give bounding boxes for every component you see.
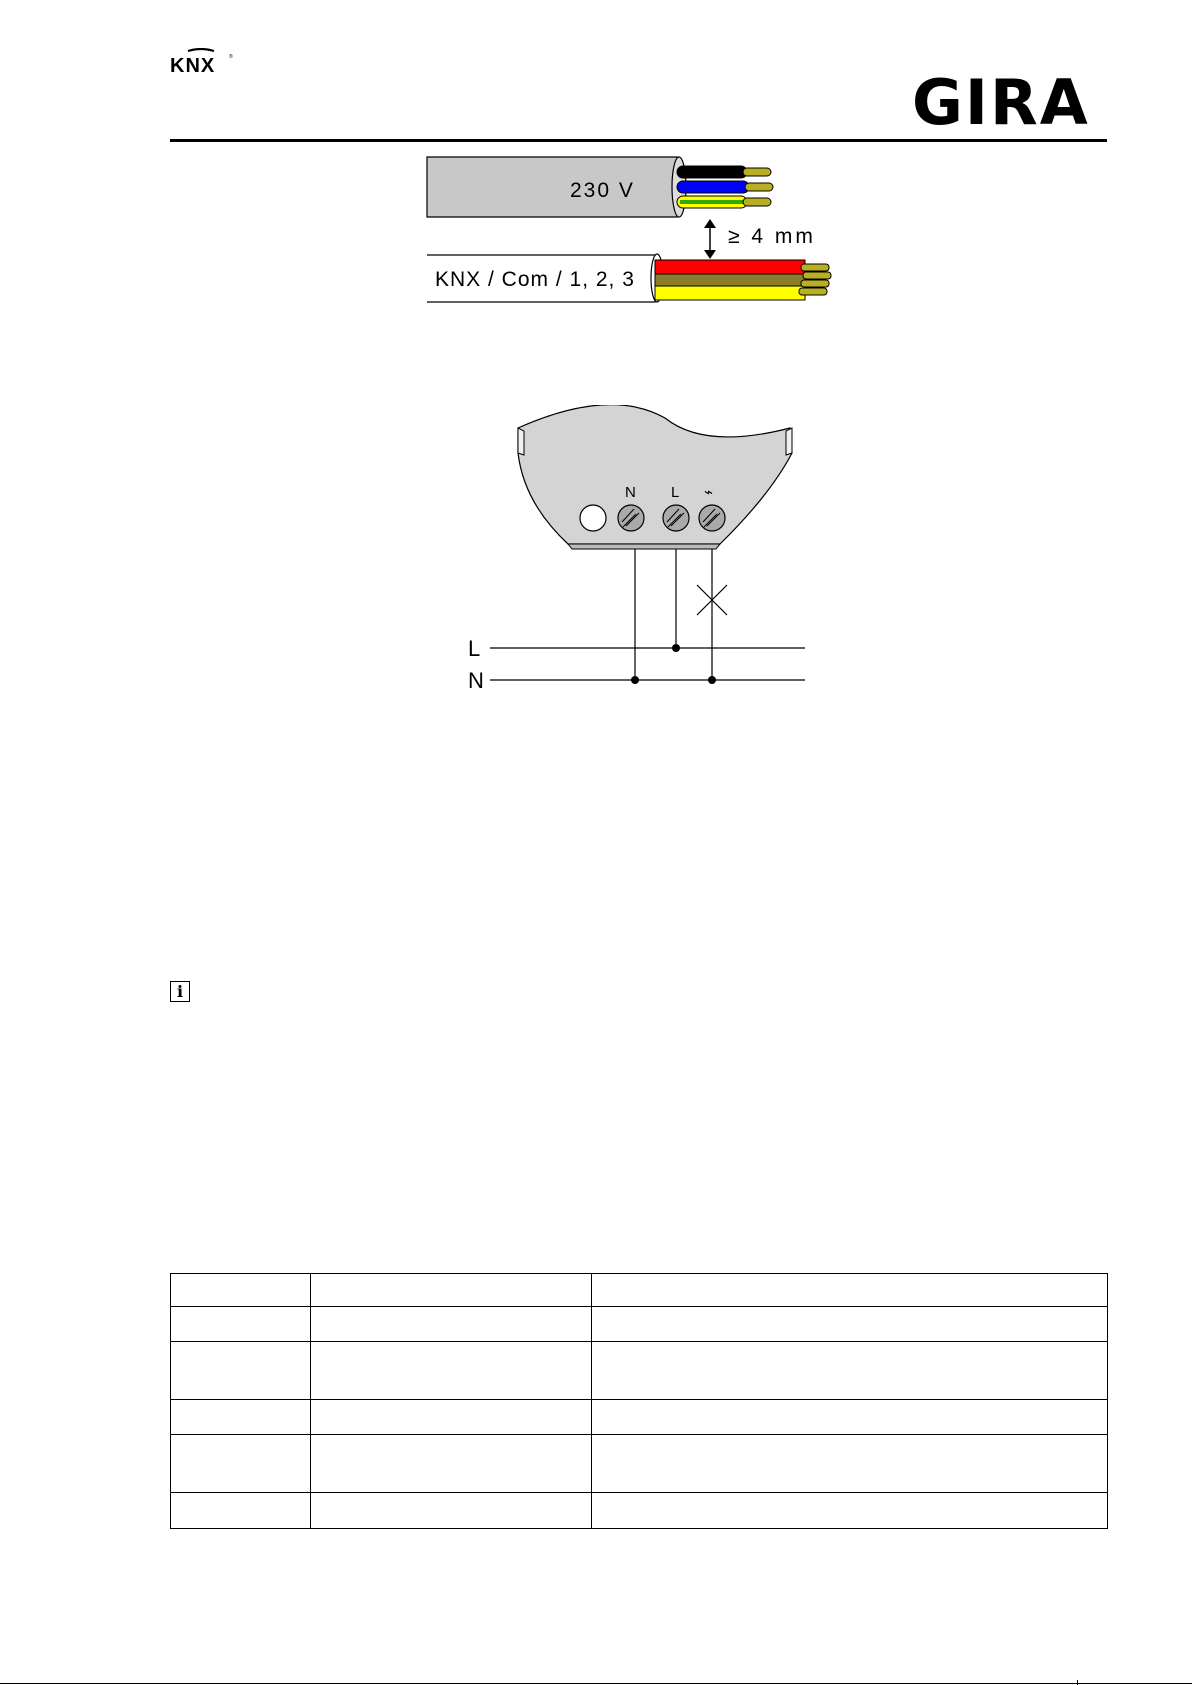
bus-wires	[655, 260, 831, 300]
cable-separation-figure	[425, 154, 845, 304]
table-cell	[311, 1493, 592, 1529]
terminal-switched	[699, 505, 725, 531]
table-row	[171, 1274, 1108, 1307]
min-distance-label: ≥ 4 mm	[728, 225, 816, 248]
knx-logo	[168, 48, 234, 74]
mains-wires	[677, 166, 773, 208]
info-icon: i	[170, 981, 190, 1002]
table-cell	[592, 1274, 1108, 1307]
table-cell	[592, 1307, 1108, 1342]
junction-n-2	[708, 676, 716, 684]
gira-logo: GIRA	[912, 66, 1090, 139]
table-cell	[311, 1307, 592, 1342]
table-row	[171, 1435, 1108, 1493]
bus-cable-label: KNX / Com / 1, 2, 3	[435, 268, 635, 291]
table-row	[171, 1400, 1108, 1435]
mains-cable-label: 230 V	[570, 179, 635, 202]
table-cell	[592, 1493, 1108, 1529]
table-cell	[171, 1307, 311, 1342]
terminal-label-n: N	[625, 484, 636, 501]
spec-table	[170, 1273, 1108, 1529]
table-cell	[592, 1435, 1108, 1493]
line-label-l: L	[468, 636, 481, 661]
header-rule	[170, 139, 1107, 142]
terminal-n	[618, 505, 644, 531]
table-cell	[171, 1493, 311, 1529]
table-row	[171, 1307, 1108, 1342]
device-housing	[518, 405, 792, 544]
table-cell	[171, 1400, 311, 1435]
terminal-label-l: L	[671, 484, 680, 501]
footer-tick	[1077, 1680, 1078, 1685]
terminal-l	[663, 505, 689, 531]
line-label-n: N	[468, 668, 484, 693]
distance-arrow	[704, 219, 716, 259]
blank-terminal	[580, 505, 606, 531]
mains-cable-sheath	[427, 157, 680, 217]
table-cell	[311, 1435, 592, 1493]
table-row	[171, 1493, 1108, 1529]
table-row	[171, 1342, 1108, 1400]
table-cell	[592, 1342, 1108, 1400]
junction-l	[672, 644, 680, 652]
table-cell	[311, 1400, 592, 1435]
table-cell	[171, 1435, 311, 1493]
table-cell	[592, 1400, 1108, 1435]
svg-text:®: ®	[229, 54, 233, 60]
table-cell	[171, 1342, 311, 1400]
knx-logo-text: KNX	[170, 55, 216, 74]
wiring-diagram	[460, 405, 820, 695]
table-cell	[311, 1274, 592, 1307]
footer-rule	[0, 1683, 1192, 1684]
table-cell	[171, 1274, 311, 1307]
conductors	[490, 549, 805, 680]
terminal-label-switched: ⌁	[704, 484, 714, 501]
junction-n-1	[631, 676, 639, 684]
table-cell	[311, 1342, 592, 1400]
